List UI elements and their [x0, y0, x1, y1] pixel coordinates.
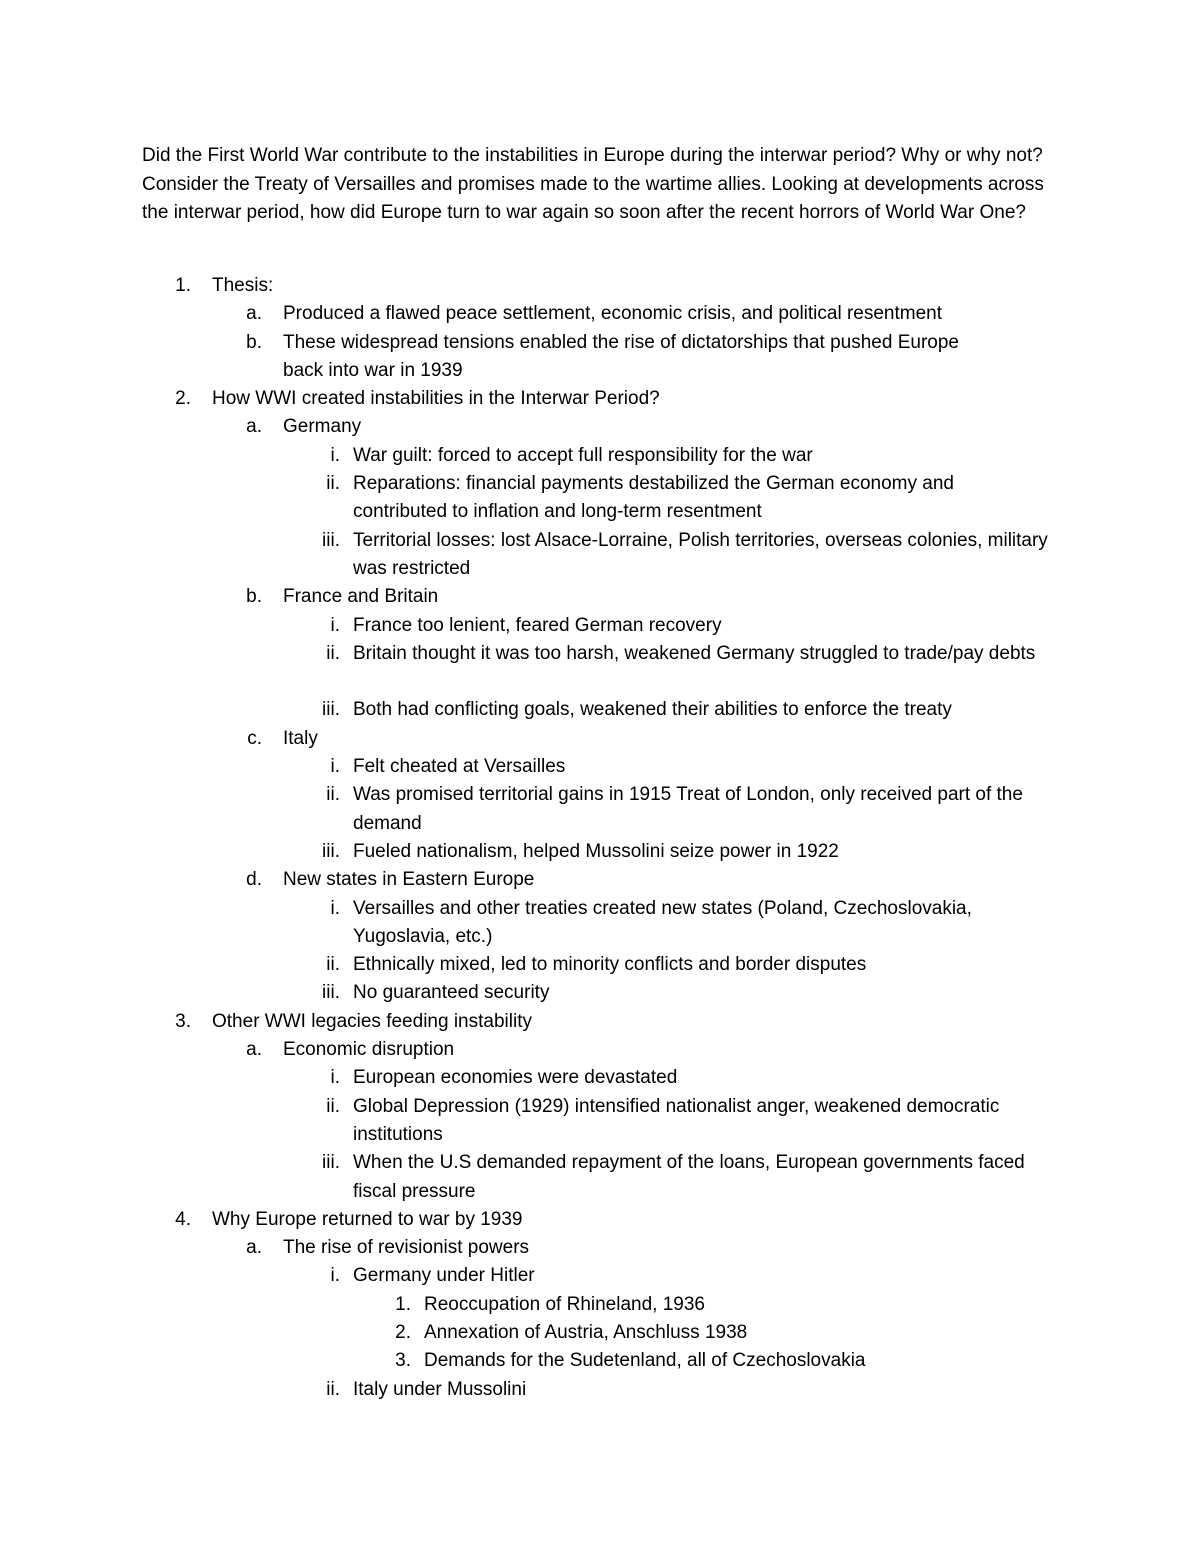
outline-text: Other WWI legacies feeding instability — [212, 1010, 532, 1032]
outline-text: No guaranteed security — [353, 982, 550, 1004]
outline-text: Italy under Mussolini — [353, 1378, 527, 1400]
outline-marker: ii. — [326, 642, 340, 664]
outline-text: Why Europe returned to war by 1939 — [212, 1208, 523, 1230]
outline-text: How WWI created instabilities in the Interwar Period? — [212, 388, 660, 410]
outline-item — [0, 1008, 1200, 1036]
outline-marker: i. — [330, 614, 340, 636]
outline-marker: 3. — [395, 1350, 411, 1372]
outline-item — [0, 838, 1200, 866]
outline-item — [0, 1262, 1200, 1290]
outline-text: Germany — [283, 416, 362, 438]
outline-text: These widespread tensions enabled the rise of dictatorships that pushed Europe back into war in 1939 — [283, 331, 959, 381]
essay-outline — [0, 272, 1200, 1404]
outline-text: Versailles and other treaties created new states (Poland, Czechoslovakia, Yugoslavia, etc.) — [353, 897, 972, 947]
outline-item — [0, 640, 1200, 697]
outline-item — [0, 300, 1200, 328]
outline-marker: a. — [246, 1039, 262, 1061]
outline-text: Thesis: — [212, 275, 274, 296]
outline-marker: ii. — [326, 784, 340, 806]
outline-item — [0, 781, 1200, 838]
outline-item — [0, 895, 1200, 952]
outline-text: Demands for the Sudetenland, all of Czechoslovakia — [424, 1350, 866, 1372]
outline-item — [0, 1234, 1200, 1262]
outline-item — [0, 1319, 1200, 1347]
outline-item — [0, 1206, 1200, 1234]
outline-marker: iii. — [322, 529, 340, 551]
outline-item — [0, 1149, 1200, 1206]
outline-marker: i. — [330, 444, 340, 466]
outline-item — [0, 272, 1200, 300]
outline-text: The rise of revisionist powers — [283, 1237, 530, 1259]
outline-item — [0, 1291, 1200, 1319]
outline-item — [0, 583, 1200, 611]
outline-marker: i. — [330, 756, 340, 778]
outline-marker: ii. — [326, 1095, 340, 1117]
outline-text: Economic disruption — [283, 1039, 455, 1061]
outline-text: Reparations: financial payments destabilized the German economy and contributed to inflation and long-term resentment — [353, 473, 954, 523]
outline-marker: i. — [330, 1265, 340, 1287]
outline-marker: 4. — [175, 1208, 191, 1230]
outline-item — [0, 866, 1200, 894]
outline-marker: iii. — [322, 699, 340, 721]
outline-marker: ii. — [326, 954, 340, 976]
outline-marker: c. — [247, 727, 262, 749]
outline-marker: i. — [330, 1067, 340, 1089]
outline-marker: a. — [246, 303, 262, 325]
outline-item — [0, 470, 1200, 527]
outline-marker: ii. — [326, 473, 340, 495]
outline-item — [0, 1376, 1200, 1404]
outline-item — [0, 1036, 1200, 1064]
outline-marker: i. — [330, 897, 340, 919]
outline-text: Italy — [283, 727, 318, 749]
outline-item — [0, 527, 1200, 584]
outline-item — [0, 442, 1200, 470]
outline-text: War guilt: forced to accept full responsibility for the war — [353, 444, 813, 466]
outline-item — [0, 1347, 1200, 1375]
outline-marker: a. — [246, 1237, 262, 1259]
outline-marker: 3. — [175, 1010, 191, 1032]
outline-text: Reoccupation of Rhineland, 1936 — [424, 1293, 705, 1315]
outline-text: France and Britain — [283, 586, 439, 608]
outline-item — [0, 979, 1200, 1007]
outline-item — [0, 612, 1200, 640]
outline-item — [0, 329, 1200, 386]
outline-marker: 2. — [175, 388, 191, 410]
outline-marker: 1. — [175, 275, 191, 296]
outline-text: Territorial losses: lost Alsace-Lorraine, Polish territories, overseas colonies, military was restricted — [353, 529, 1048, 579]
outline-marker: 1. — [395, 1293, 411, 1315]
outline-text: Felt cheated at Versailles — [353, 756, 566, 778]
outline-text: New states in Eastern Europe — [283, 869, 535, 891]
outline-text: European economies were devastated — [353, 1067, 678, 1089]
outline-marker: d. — [246, 869, 262, 891]
outline-text: Fueled nationalism, helped Mussolini seize power in 1922 — [353, 840, 839, 862]
outline-item — [0, 725, 1200, 753]
outline-item — [0, 1093, 1200, 1150]
outline-item — [0, 753, 1200, 781]
outline-text: Was promised territorial gains in 1915 Treat of London, only received part of the demand — [353, 784, 1023, 834]
outline-text: Ethnically mixed, led to minority conflicts and border disputes — [353, 954, 867, 976]
outline-text: France too lenient, feared German recovery — [353, 614, 722, 636]
outline-item — [0, 696, 1200, 724]
outline-marker: iii. — [322, 982, 340, 1004]
outline-marker: ii. — [326, 1378, 340, 1400]
outline-text: Both had conflicting goals, weakened their abilities to enforce the treaty — [353, 699, 952, 721]
outline-text: Produced a flawed peace settlement, economic crisis, and political resentment — [283, 303, 943, 325]
outline-marker: b. — [246, 586, 262, 608]
outline-item — [0, 1064, 1200, 1092]
outline-text: Britain thought it was too harsh, weakened Germany struggled to trade/pay debts — [353, 642, 1036, 664]
outline-text: Global Depression (1929) intensified nationalist anger, weakened democratic institutions — [353, 1095, 1000, 1145]
outline-marker: iii. — [322, 840, 340, 862]
outline-marker: iii. — [322, 1152, 340, 1174]
outline-item — [0, 385, 1200, 413]
outline-marker: b. — [246, 331, 262, 353]
outline-text: When the U.S demanded repayment of the loans, European governments faced fiscal pressure — [353, 1152, 1025, 1202]
outline-text: Annexation of Austria, Anschluss 1938 — [424, 1321, 748, 1343]
outline-marker: a. — [246, 416, 262, 438]
essay-prompt: Did the First World War contribute to the instabilities in Europe during the interwar period? Why or why not? Consider the Treaty of Versailles and promises made to the wartime allies. Looking at developments across the interwar period, how did Europe turn to war again so soon after the recent horrors of World War One? — [142, 145, 1044, 223]
outline-item — [0, 951, 1200, 979]
outline-text: Germany under Hitler — [353, 1265, 535, 1287]
outline-item — [0, 413, 1200, 441]
outline-marker: 2. — [395, 1321, 411, 1343]
